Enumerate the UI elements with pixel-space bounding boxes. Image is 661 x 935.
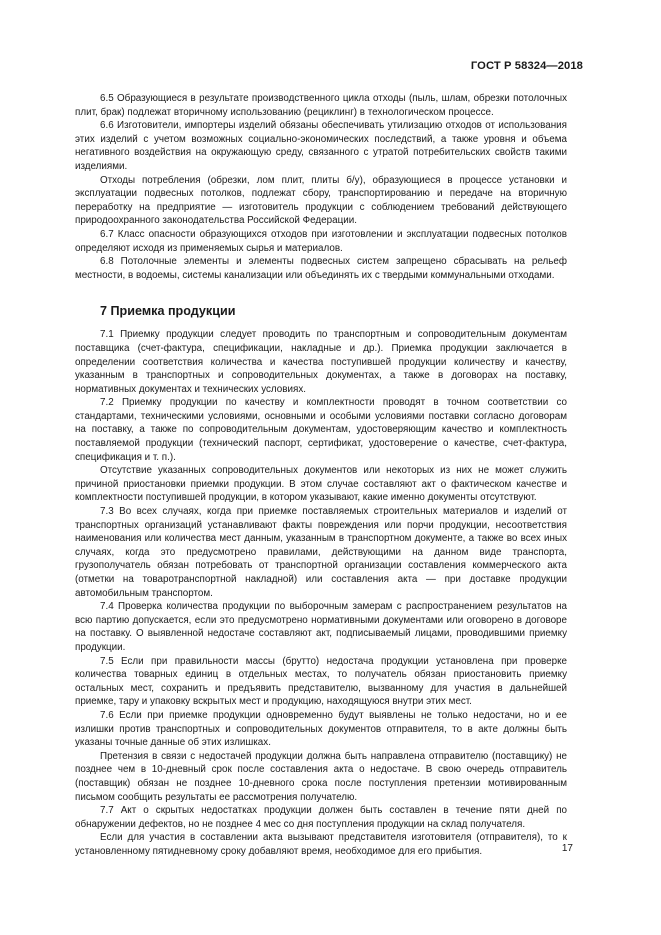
paragraph-7-7-representative: Если для участия в составлении акта вызывают представителя изготовителя (отправителя), то к установленному пятидневному сроку добавляют время, необходимое для его прибытия. <box>75 832 567 857</box>
paragraph-6-7: 6.7 Класс опасности образующихся отходов при изготовлении и эксплуатации подвесных потолков определяют исходя из применяемых сырья и материалов. <box>75 228 567 254</box>
page-number: 17 <box>561 843 573 854</box>
paragraph-7-6-claim: Претензия в связи с недостачей продукции должна быть направлена отправителю (поставщику) не позднее чем в 10-дневный срок после составления акта о недостаче. В свою очередь отправитель (поставщик) обязан не позднее 10-дневного срока после поступления претензии мотивированным письмом сообщить результаты ее рассмотрения получателю. <box>75 750 567 803</box>
paragraph-7-3: 7.3 Во всех случаях, когда при приемке поставляемых строительных материалов и изделий от транспортных организаций устанавливают факты повреждения или порчи продукции, несоответствия наименования или количества мест данным, указанным в транспортном документе, а также во всех иных случаях, когда это предусмотрено правилами, действующими на данном виде транспорта, грузополучатель обязан потребовать от транспортной организации составления коммерческого акта (отметки на товаротранспортной накладной) или составления акта — при доставке продукции автомобильным транспортом. <box>75 506 567 599</box>
section-title: 7 Приемка продукции <box>100 304 236 319</box>
paragraph-6-5: 6.5 Образующиеся в результате производственного цикла отходы (пыль, шлам, обрезки потолочных плит, брак) подлежат вторичному использованию (рециклинг) в технологическом процессе. <box>75 93 567 118</box>
paragraph-7-2: 7.2 Приемку продукции по качеству и комплектности проводят в точном соответствии со стандартами, техническими условиями, основными и особыми условиями поставки согласно договорам на поставку, а также по сопроводительным документам, удостоверяющим качество и комплектность поставляемой продукции (технический паспорт, сертификат, удостоверение о качестве, счет-фактура, спецификация и т. п.). <box>75 397 567 463</box>
paragraph-6-8: 6.8 Потолочные элементы и элементы подвесных систем запрещено сбрасывать на рельеф местности, в водоемы, системы канализации или объединять их с твердыми коммунальными отходами. <box>75 256 567 281</box>
paragraph-7-2-absence: Отсутствие указанных сопроводительных документов или некоторых из них не может служить причиной приостановки приемки продукции. В этом случае составляют акт о фактическом качестве и комплектности поступившей продукции, в котором указывают, какие именно документы отсутствуют. <box>75 465 567 504</box>
section-7-body <box>75 328 567 858</box>
paragraph-7-1: 7.1 Приемку продукции следует проводить по транспортным и сопроводительным документам поставщика (счет-фактура, спецификации, накладные и др.). Приемка продукции заключается в определении соответствия количества и качества поступившей продукции количеству и качеству, указанным в транспортных и сопроводительных документах, а также в договорах на поставку, нормативных документах и технических условиях. <box>75 329 567 395</box>
page-content <box>75 92 567 858</box>
paragraph-6-6: 6.6 Изготовители, импортеры изделий обязаны обеспечивать утилизацию отходов от использования этих изделий с учетом возможных социально-экономических последствий, а также уровня и объема негативного воздействия на окружающую среду, связанного с утратой потребительских свойств такими изделиями. <box>75 120 567 172</box>
paragraph-7-7: 7.7 Акт о скрытых недостатках продукции должен быть составлен в течение пяти дней по обнаружении дефектов, но не позднее 4 мес со дня поступления продукции на склад получателя. <box>75 805 567 830</box>
paragraph-7-6: 7.6 Если при приемке продукции одновременно будут выявлены не только недостачи, но и ее излишки против транспортных и сопроводительных документов отправителя, то в акте должны быть указаны точные данные об этих излишках. <box>75 709 567 749</box>
document-code: ГОСТ Р 58324—2018 <box>470 60 583 72</box>
paragraph-7-4: 7.4 Проверка количества продукции по выборочным замерам с распространением результатов на всю партию допускается, если это предусмотрено нормативными документами или оговорено в договоре на поставку. О выявленной недостаче составляют акт, подписываемый лицами, проводившими приемку продукции. <box>75 601 567 653</box>
section-6-continuation <box>75 92 567 282</box>
paragraph-6-6-waste: Отходы потребления (обрезки, лом плит, плиты б/у), образующиеся в процессе установки и эксплуатации подвесных потолков, подлежат сбору, транспортированию и передаче на вторичную переработку на предприятие — изготовитель продукции с соблюдением требований действующего природоохранного законодательства Российской Федерации. <box>75 174 567 227</box>
paragraph-7-5: 7.5 Если при правильности массы (брутто) недостача продукции установлена при проверке количества товарных единиц в отдельных местах, то получатель обязан приостановить приемку остальных мест, сохранить и предъявить представителю, вызванному для участия в дальнейшей приемке, тару и упаковку вскрытых мест и продукцию, находящуюся внутри этих мест. <box>75 655 567 708</box>
